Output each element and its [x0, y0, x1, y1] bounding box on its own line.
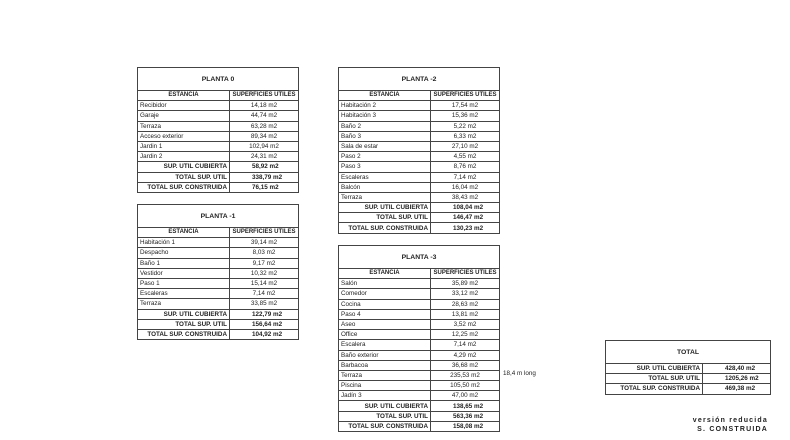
room-name: Paso 2 [339, 152, 431, 162]
total-label: TOTAL SUP. CONSTRUIDA [339, 421, 431, 431]
table-row [339, 192, 500, 202]
table-title-row [606, 341, 771, 364]
column-header: ESTANCIA [339, 91, 431, 101]
table-title-row [138, 68, 299, 91]
room-area: 33,12 m2 [431, 289, 500, 299]
table-row [339, 330, 500, 340]
column-header: ESTANCIA [339, 269, 431, 279]
table-row [339, 182, 500, 192]
total-label: TOTAL SUP. UTIL [339, 411, 431, 421]
total-value: 58,92 m2 [230, 162, 299, 172]
room-area: 4,55 m2 [431, 152, 500, 162]
total-row [339, 401, 500, 411]
total-label: SUP. UTIL CUBIERTA [339, 401, 431, 411]
total-label: SUP. UTIL CUBIERTA [606, 364, 703, 374]
table-header-row [339, 269, 500, 279]
total-value: 158,08 m2 [431, 421, 500, 431]
table-title-row [138, 205, 299, 228]
room-area: 7,14 m2 [230, 289, 299, 299]
table-row [339, 360, 500, 370]
table-row [138, 238, 299, 248]
room-name: Office [339, 330, 431, 340]
table-row [138, 268, 299, 278]
table-row [138, 299, 299, 309]
room-area: 24,31 m2 [230, 152, 299, 162]
table-row [339, 121, 500, 131]
table-title: PLANTA -2 [339, 68, 500, 91]
table-row [339, 350, 500, 360]
total-value: 563,36 m2 [431, 411, 500, 421]
room-area: 12,25 m2 [431, 330, 500, 340]
total-value: 122,79 m2 [230, 309, 299, 319]
room-name: Jardin 2 [138, 152, 230, 162]
room-name: Habitación 1 [138, 238, 230, 248]
room-name: Escaleras [339, 172, 431, 182]
table-row [339, 319, 500, 329]
room-area: 16,04 m2 [431, 182, 500, 192]
table-row [138, 248, 299, 258]
total-value: 76,15 m2 [230, 182, 299, 192]
total-label: TOTAL SUP. CONSTRUIDA [606, 384, 703, 394]
total-value: 146,47 m2 [431, 213, 500, 223]
total-label: TOTAL SUP. CONSTRUIDA [339, 223, 431, 233]
room-name: Terraza [138, 121, 230, 131]
room-area: 27,10 m2 [431, 141, 500, 151]
table-row [339, 309, 500, 319]
room-area: 15,36 m2 [431, 111, 500, 121]
room-name: Escalera [339, 340, 431, 350]
total-label: SUP. UTIL CUBIERTA [138, 162, 230, 172]
room-area: 13,81 m2 [431, 309, 500, 319]
total-row [138, 162, 299, 172]
column-header: SUPERFICIES UTILES [230, 228, 299, 238]
room-name: Baño 3 [339, 131, 431, 141]
total-row [339, 411, 500, 421]
table-row [339, 299, 500, 309]
total-row [339, 213, 500, 223]
table-row [339, 162, 500, 172]
table-row [339, 141, 500, 151]
room-area: 105,50 m2 [431, 381, 500, 391]
column-header: SUPERFICIES UTILES [230, 91, 299, 101]
caption-line-2: S. CONSTRUIDA [697, 426, 768, 433]
room-name: Habitación 3 [339, 111, 431, 121]
room-name: Jadín 3 [339, 391, 431, 401]
total-row [138, 319, 299, 329]
total-row [339, 203, 500, 213]
total-value: 469,38 m2 [703, 384, 771, 394]
table-row [138, 141, 299, 151]
room-area: 36,68 m2 [431, 360, 500, 370]
total-value: 338,79 m2 [230, 172, 299, 182]
room-area: 38,43 m2 [431, 192, 500, 202]
table-row [339, 172, 500, 182]
table-row [138, 101, 299, 111]
table-row [339, 279, 500, 289]
room-area: 89,34 m2 [230, 131, 299, 141]
room-area: 102,94 m2 [230, 141, 299, 151]
room-name: Baño exterior [339, 350, 431, 360]
room-name: Paso 1 [138, 278, 230, 288]
total-label: TOTAL SUP. CONSTRUIDA [138, 182, 230, 192]
room-name: Garaje [138, 111, 230, 121]
total-label: TOTAL SUP. UTIL [138, 319, 230, 329]
room-name: Escaleras [138, 289, 230, 299]
table-title-row [339, 68, 500, 91]
planta-minus-2-table [338, 67, 500, 234]
room-area: 47,00 m2 [431, 391, 500, 401]
table-title: PLANTA -1 [138, 205, 299, 228]
table-header-row [339, 91, 500, 101]
table-row [339, 381, 500, 391]
room-name: Jardin 1 [138, 141, 230, 151]
table-title: PLANTA 0 [138, 68, 299, 91]
table-title: PLANTA -3 [339, 246, 500, 269]
table-row [138, 152, 299, 162]
room-name: Baño 1 [138, 258, 230, 268]
room-name: Recibidor [138, 101, 230, 111]
table-row [339, 340, 500, 350]
terraza-length-note: 18,4 m long [503, 370, 536, 377]
room-area: 33,85 m2 [230, 299, 299, 309]
table-row [339, 131, 500, 141]
total-row [606, 374, 771, 384]
total-row [606, 364, 771, 374]
room-area: 235,53 m2 [431, 370, 500, 380]
room-area: 10,32 m2 [230, 268, 299, 278]
total-row [138, 309, 299, 319]
table-row [138, 289, 299, 299]
total-label: TOTAL SUP. CONSTRUIDA [138, 329, 230, 339]
room-name: Comedor [339, 289, 431, 299]
table-header-row [138, 91, 299, 101]
room-area: 7,14 m2 [431, 340, 500, 350]
room-area: 17,54 m2 [431, 101, 500, 111]
room-area: 35,89 m2 [431, 279, 500, 289]
column-header: ESTANCIA [138, 228, 230, 238]
room-name: Barbacoa [339, 360, 431, 370]
room-name: Terraza [339, 370, 431, 380]
room-area: 14,18 m2 [230, 101, 299, 111]
table-row [138, 278, 299, 288]
room-name: Aseo [339, 319, 431, 329]
planta-minus-1-table [137, 204, 299, 340]
table-title: TOTAL [606, 341, 771, 364]
room-area: 39,14 m2 [230, 238, 299, 248]
total-label: TOTAL SUP. UTIL [339, 213, 431, 223]
column-header: SUPERFICIES UTILES [431, 269, 500, 279]
room-area: 28,63 m2 [431, 299, 500, 309]
total-table [605, 340, 771, 395]
table-row [339, 111, 500, 121]
planta-minus-3-table [338, 245, 500, 432]
total-value: 104,92 m2 [230, 329, 299, 339]
table-row [339, 152, 500, 162]
total-row [138, 329, 299, 339]
room-name: Sala de estar [339, 141, 431, 151]
total-value: 428,40 m2 [703, 364, 771, 374]
total-row [606, 384, 771, 394]
table-row [138, 111, 299, 121]
room-area: 15,14 m2 [230, 278, 299, 288]
table-row [138, 131, 299, 141]
column-header: SUPERFICIES UTILES [431, 91, 500, 101]
room-area: 5,22 m2 [431, 121, 500, 131]
total-label: SUP. UTIL CUBIERTA [339, 203, 431, 213]
table-row [339, 289, 500, 299]
room-area: 6,33 m2 [431, 131, 500, 141]
room-name: Balcón [339, 182, 431, 192]
room-area: 4,29 m2 [431, 350, 500, 360]
total-row [138, 182, 299, 192]
room-name: Cocina [339, 299, 431, 309]
planta-0-table [137, 67, 299, 193]
total-row [339, 223, 500, 233]
total-value: 156,64 m2 [230, 319, 299, 329]
total-value: 138,65 m2 [431, 401, 500, 411]
table-header-row [138, 228, 299, 238]
total-row [138, 172, 299, 182]
room-name: Terraza [339, 192, 431, 202]
room-area: 8,76 m2 [431, 162, 500, 172]
room-name: Baño 2 [339, 121, 431, 131]
total-value: 130,23 m2 [431, 223, 500, 233]
room-area: 9,17 m2 [230, 258, 299, 268]
room-area: 44,74 m2 [230, 111, 299, 121]
room-area: 7,14 m2 [431, 172, 500, 182]
room-name: Acceso exterior [138, 131, 230, 141]
table-row [339, 101, 500, 111]
room-area: 3,52 m2 [431, 319, 500, 329]
table-row [138, 121, 299, 131]
column-header: ESTANCIA [138, 91, 230, 101]
total-value: 1205,26 m2 [703, 374, 771, 384]
caption-line-1: versión reducida [692, 417, 768, 424]
room-name: Piscina [339, 381, 431, 391]
room-name: Vestidor [138, 268, 230, 278]
room-area: 63,28 m2 [230, 121, 299, 131]
total-label: TOTAL SUP. UTIL [606, 374, 703, 384]
room-name: Paso 4 [339, 309, 431, 319]
room-name: Terraza [138, 299, 230, 309]
table-row [138, 258, 299, 268]
table-row [339, 391, 500, 401]
total-value: 108,04 m2 [431, 203, 500, 213]
room-name: Salón [339, 279, 431, 289]
total-label: TOTAL SUP. UTIL [138, 172, 230, 182]
room-area: 8,03 m2 [230, 248, 299, 258]
caption [693, 416, 768, 434]
table-title-row [339, 246, 500, 269]
total-row [339, 421, 500, 431]
total-label: SUP. UTIL CUBIERTA [138, 309, 230, 319]
room-name: Habitación 2 [339, 101, 431, 111]
room-name: Paso 3 [339, 162, 431, 172]
room-name: Despacho [138, 248, 230, 258]
table-row [339, 370, 500, 380]
